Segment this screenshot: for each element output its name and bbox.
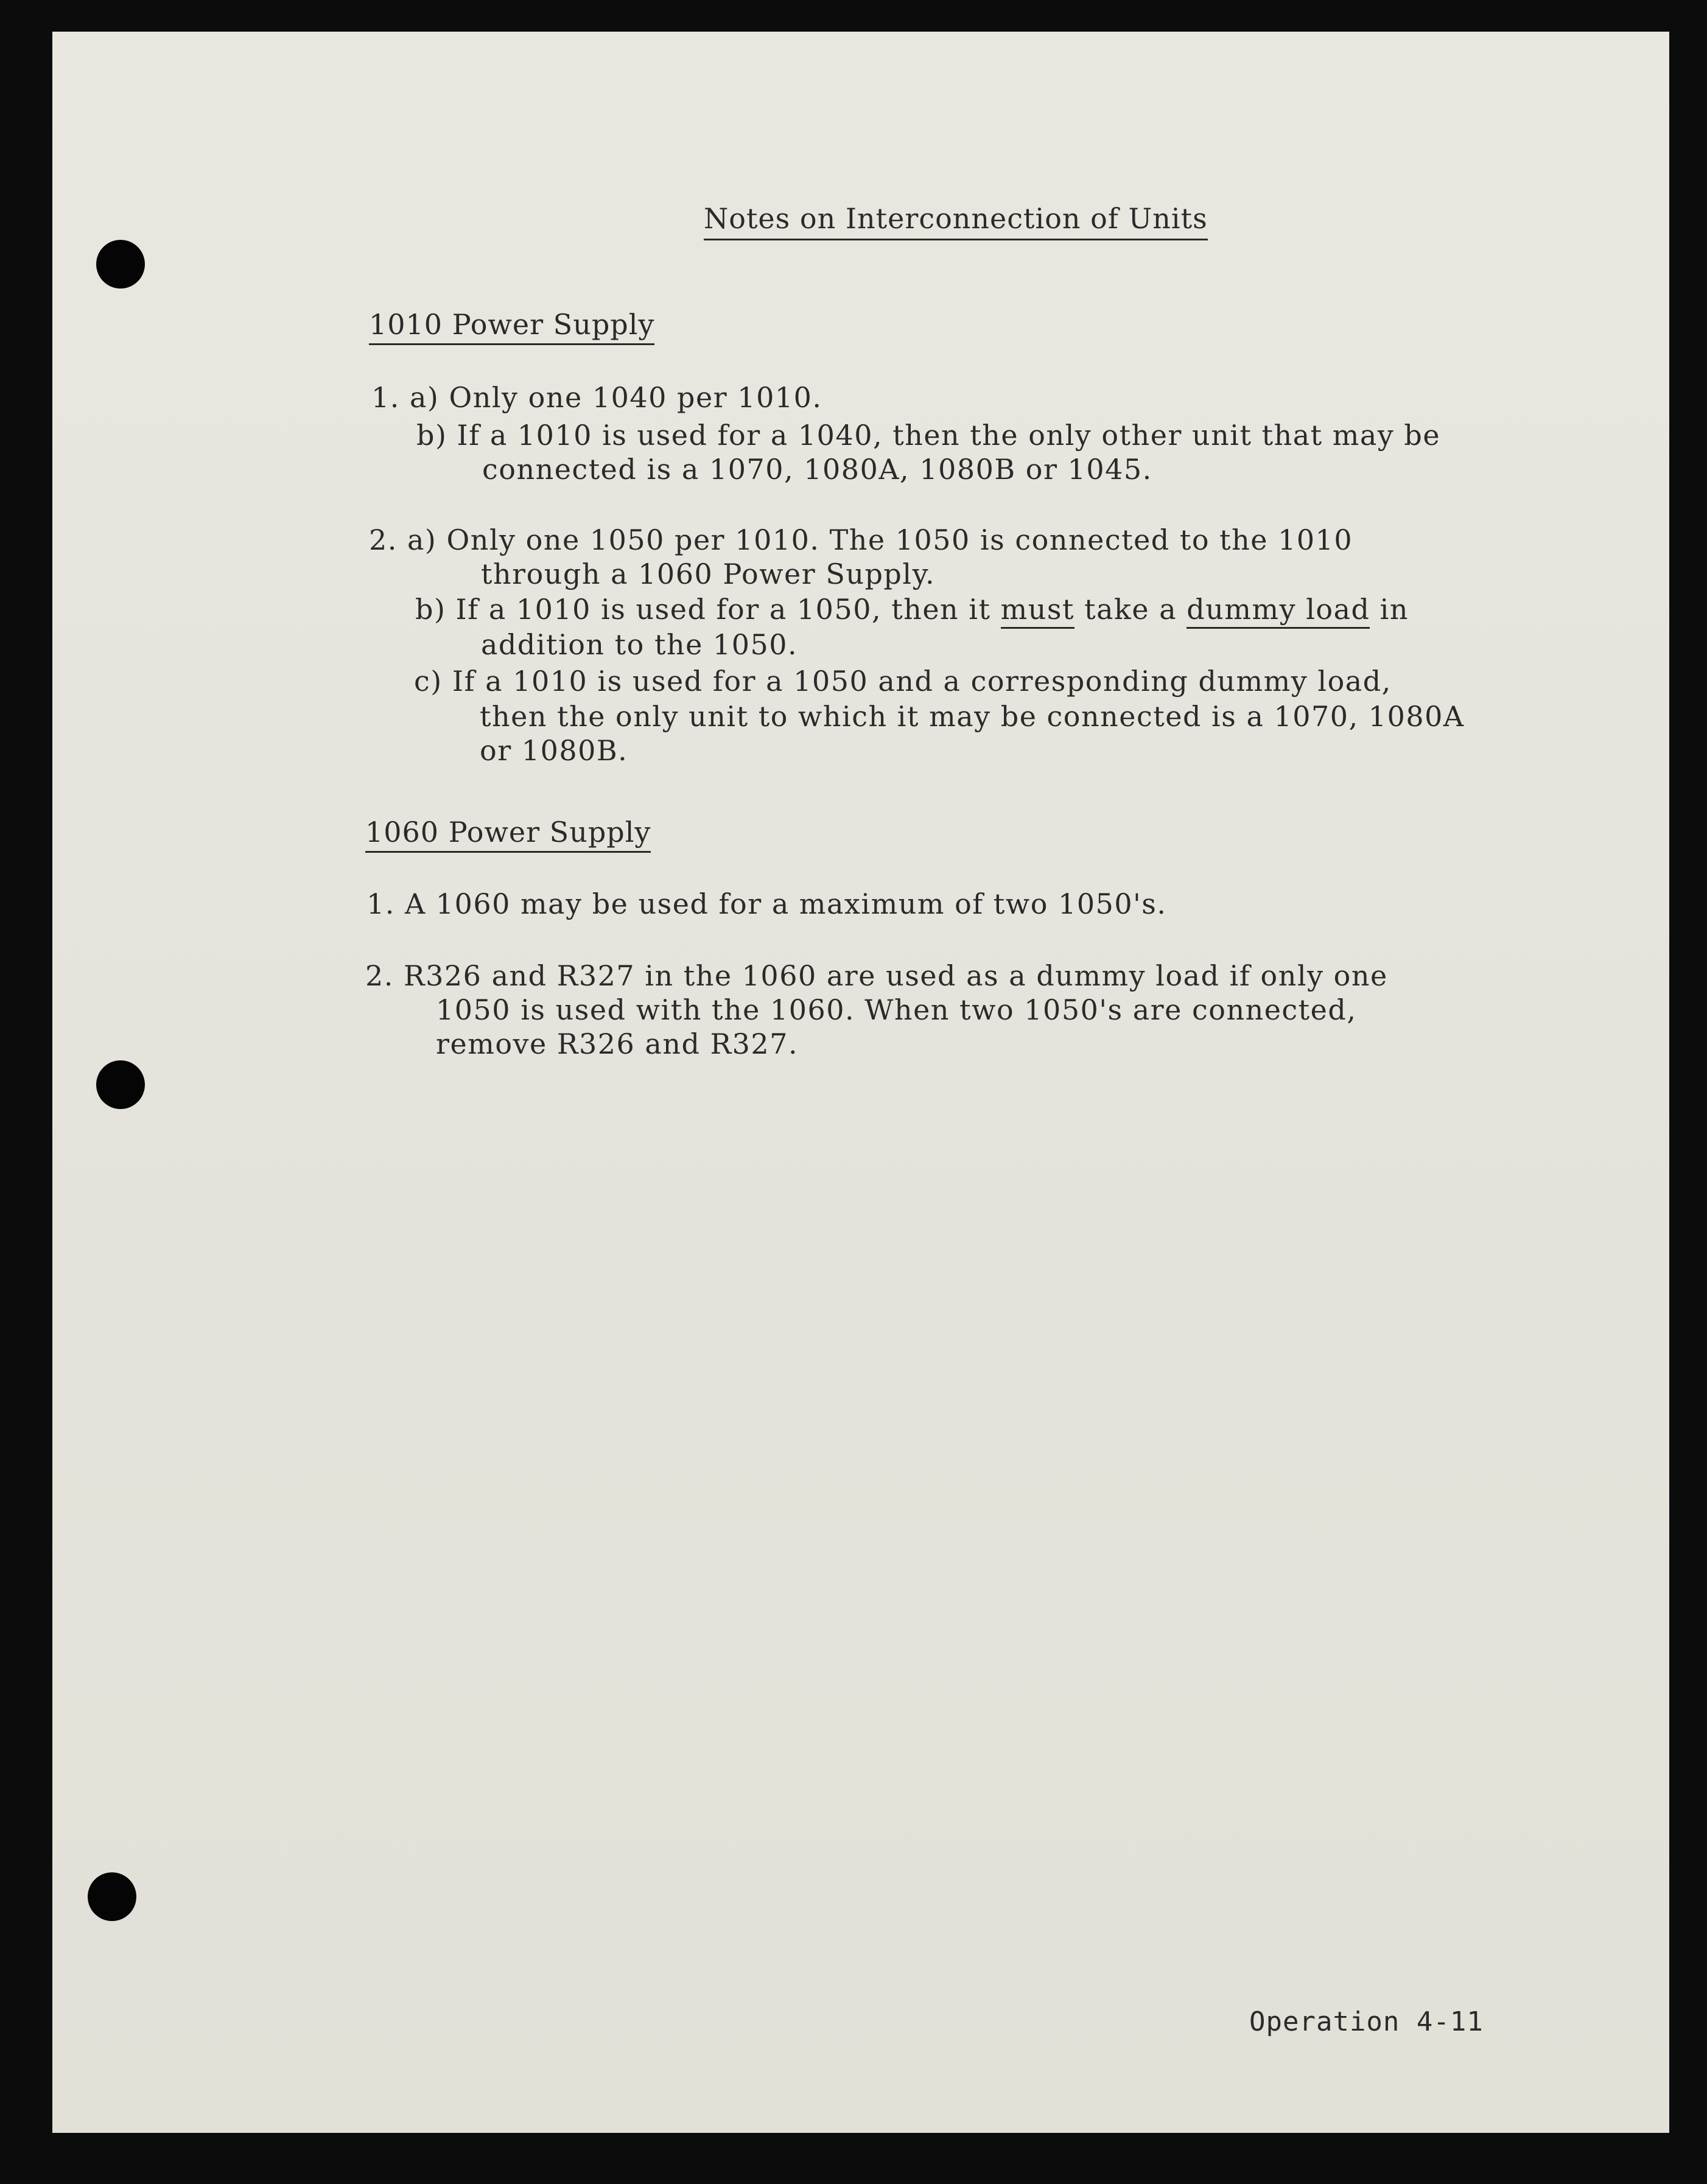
- section-heading-1010: 1010 Power Supply: [369, 308, 654, 345]
- page-title: Notes on Interconnection of Units: [704, 202, 1208, 240]
- text-segment: b) If a 1010 is used for a 1050, then it: [415, 593, 991, 626]
- text-line: or 1080B.: [480, 734, 628, 767]
- text-line: 1. a) Only one 1040 per 1010.: [371, 381, 822, 414]
- text-line: 1. A 1060 may be used for a maximum of two 1050's.: [366, 887, 1167, 920]
- text-line: connected is a 1070, 1080A, 1080B or 1045.: [482, 453, 1152, 486]
- section-heading-1060: 1060 Power Supply: [365, 816, 651, 853]
- text-line: then the only unit to which it may be connected is a 1070, 1080A: [480, 700, 1465, 733]
- page-footer: Operation 4-11: [1249, 2006, 1484, 2037]
- text-line: 1050 is used with the 1060. When two 1050's are connected,: [436, 993, 1357, 1026]
- text-line: 2. R326 and R327 in the 1060 are used as a dummy load if only one: [365, 959, 1388, 992]
- text-line: addition to the 1050.: [481, 628, 798, 661]
- text-segment: in: [1379, 593, 1409, 626]
- text-line: through a 1060 Power Supply.: [481, 558, 936, 590]
- text-line: remove R326 and R327.: [436, 1027, 799, 1060]
- binder-hole-middle: [96, 1060, 145, 1109]
- text-line: 2. a) Only one 1050 per 1010. The 1050 is connected to the 1010: [369, 523, 1353, 556]
- text-line: c) If a 1010 is used for a 1050 and a corresponding dummy load,: [414, 665, 1392, 698]
- underlined-dummy-load: dummy load: [1186, 593, 1370, 629]
- text-line-with-emphasis: [415, 593, 1409, 626]
- binder-hole-bottom: [88, 1872, 136, 1921]
- document-page: [52, 32, 1669, 2133]
- text-segment: take a: [1084, 593, 1177, 626]
- underlined-must: must: [1001, 593, 1074, 629]
- binder-hole-top: [96, 240, 145, 289]
- text-line: b) If a 1010 is used for a 1040, then the only other unit that may be: [416, 419, 1441, 452]
